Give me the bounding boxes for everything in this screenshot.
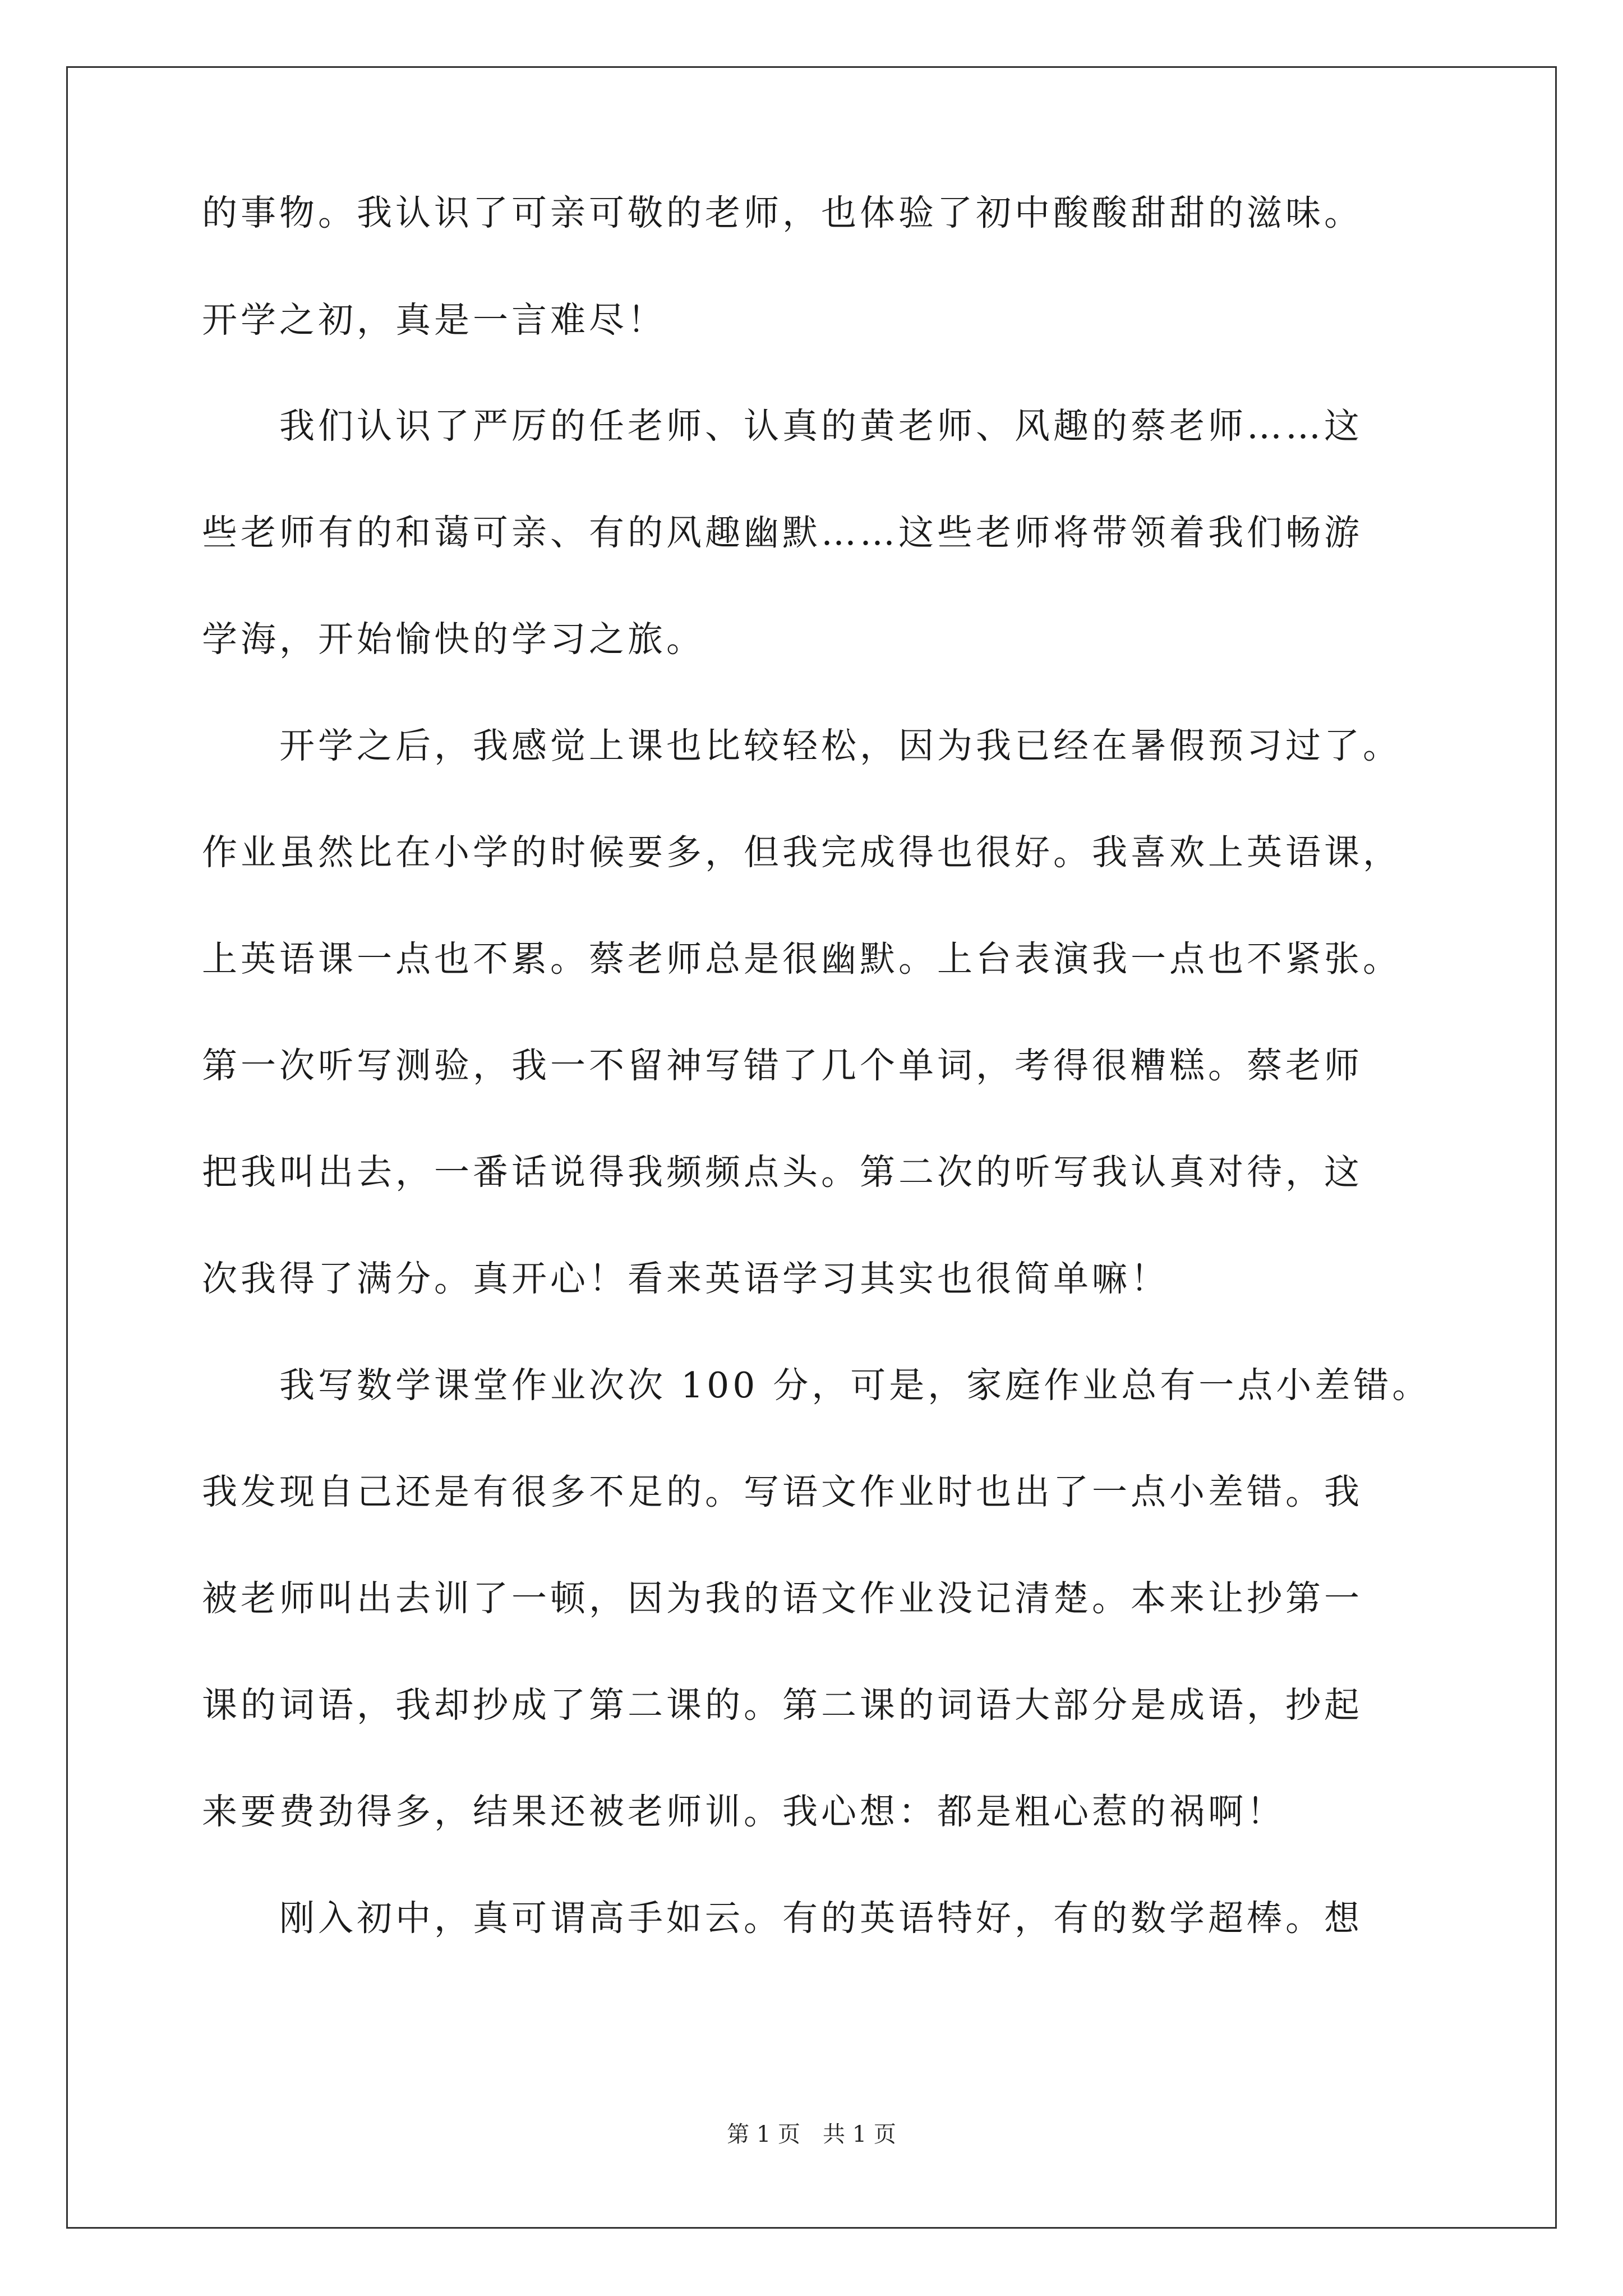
text-line: 刚入初中，真可谓高手如云。有的英语特好，有的数学超棒。想 [202, 1898, 1363, 1939]
text-line: 开学之初，真是一言难尽！ [202, 300, 666, 341]
text-line: 学海，开始愉快的学习之旅。 [202, 619, 705, 660]
text-line: 上英语课一点也不累。蔡老师总是很幽默。上台表演我一点也不紧张。 [202, 938, 1401, 979]
text-line: 第一次听写测验，我一不留神写错了几个单词，考得很糟糕。蔡老师 [202, 1045, 1363, 1086]
text-line: 的事物。我认识了可亲可敬的老师，也体验了初中酸酸甜甜的滋味。 [202, 192, 1363, 233]
text-line: 我们认识了严厉的任老师、认真的黄老师、风趣的蔡老师……这 [202, 406, 1363, 447]
text-line: 次我得了满分。真开心！看来英语学习其实也很简单嘛！ [202, 1258, 1169, 1299]
text-line: 课的词语，我却抄成了第二课的。第二课的词语大部分是成语，抄起 [202, 1685, 1363, 1726]
text-line: 开学之后，我感觉上课也比较轻松，因为我已经在暑假预习过了。 [202, 725, 1401, 766]
page-number-footer: 第 1 页 共 1 页 [727, 2122, 896, 2147]
text-line: 些老师有的和蔼可亲、有的风趣幽默……这些老师将带领着我们畅游 [202, 512, 1363, 553]
text-line: 我写数学课堂作业次次 100 分，可是，家庭作业总有一点小差错。 [202, 1365, 1431, 1406]
text-line: 被老师叫出去训了一顿，因为我的语文作业没记清楚。本来让抄第一 [202, 1578, 1363, 1619]
text-line: 来要费劲得多，结果还被老师训。我心想：都是粗心惹的祸啊！ [202, 1791, 1285, 1832]
text-line: 我发现自己还是有很多不足的。写语文作业时也出了一点小差错。我 [202, 1471, 1363, 1512]
text-line: 把我叫出去，一番话说得我频频点头。第二次的听写我认真对待，这 [202, 1152, 1363, 1193]
text-line: 作业虽然比在小学的时候要多，但我完成得也很好。我喜欢上英语课， [202, 832, 1401, 873]
